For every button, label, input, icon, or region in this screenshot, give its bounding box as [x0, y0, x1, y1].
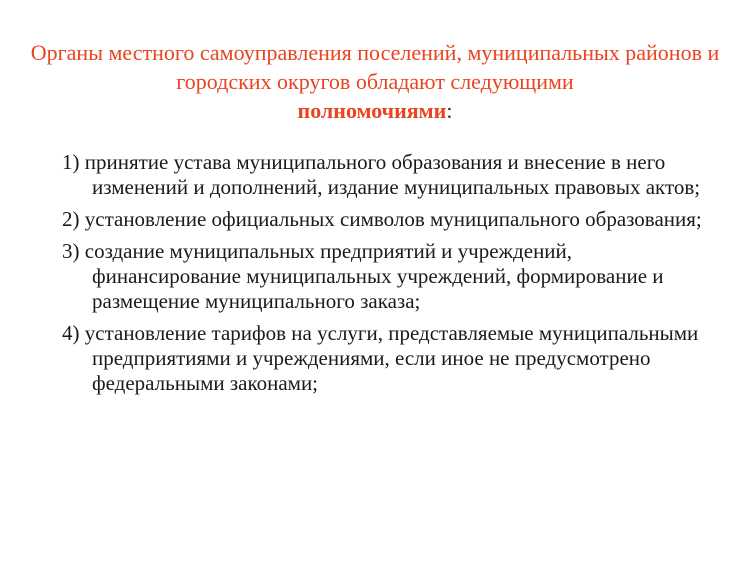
list-item: 1) принятие устава муниципального образования и внесение в него изменений и дополнений, издание муниципальных правовых актов; — [62, 150, 701, 199]
list-item: 2) установление официальных символов муниципального образования; — [62, 207, 702, 231]
slide-title — [20, 38, 730, 125]
powers-list — [62, 150, 722, 403]
list-item: 4) установление тарифов на услуги, представляемые муниципальными предприятиями и учреждениями, если иное не предусмотрено федеральными законами; — [62, 321, 699, 395]
slide-title-colon: : — [446, 98, 453, 123]
slide-title-text: Органы местного самоуправления поселений, муниципальных районов и городских округов обладают следующими — [30, 40, 720, 94]
list-item: 3) создание муниципальных предприятий и учреждений, финансирование муниципальных учреждений, формирование и размещение муниципального заказа; — [62, 239, 664, 313]
slide-title-emphasis: полномочиями — [297, 98, 447, 123]
